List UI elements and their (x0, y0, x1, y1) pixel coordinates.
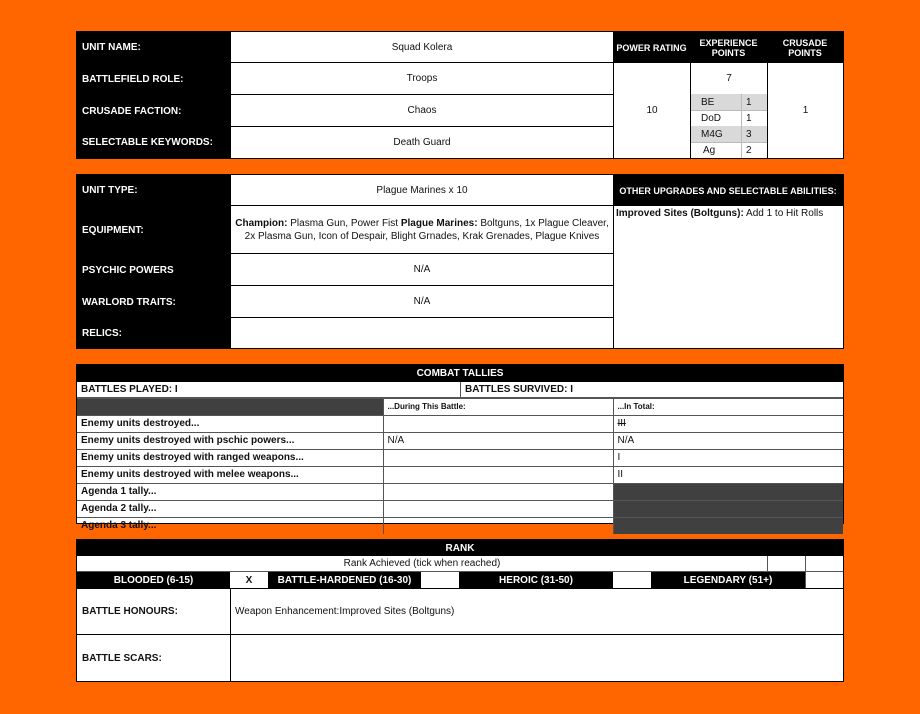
table-row (77, 433, 843, 450)
selectable-keywords-label: SELECTABLE KEYWORDS: (77, 127, 230, 158)
xp-value: 3 (746, 128, 752, 140)
tally-total (613, 518, 843, 535)
upgrades-value[interactable] (613, 206, 843, 348)
tally-total[interactable]: II (613, 467, 843, 484)
crusade-faction-label: CRUSADE FACTION: (77, 95, 230, 127)
tally-total (613, 484, 843, 501)
table-row (77, 518, 843, 535)
psychic-powers-value[interactable]: N/A (230, 254, 613, 286)
battlefield-role-label: BATTLEFIELD ROLE: (77, 63, 230, 95)
champion-label: Champion: (235, 217, 288, 229)
xp-value: 2 (746, 145, 752, 156)
rank-section (76, 539, 844, 682)
battle-honours-label: BATTLE HONOURS: (77, 588, 230, 635)
table-row (77, 467, 843, 484)
xp-breakdown (690, 94, 767, 158)
experience-total-value[interactable]: 7 (690, 63, 767, 94)
xp-row (691, 142, 767, 158)
tally-during[interactable] (383, 501, 613, 518)
plague-marines-gear: Boltguns, 1x Plague Cleaver, (477, 217, 609, 229)
table-row (77, 450, 843, 467)
upgrade-name: Improved Sites (Boltguns): (616, 208, 744, 219)
col-during-header: ...During This Battle: (383, 399, 613, 416)
combat-tallies-header: COMBAT TALLIES (77, 365, 843, 382)
warlord-traits-value[interactable]: N/A (230, 286, 613, 318)
tally-label: Agenda 1 tally... (77, 484, 383, 501)
battles-played[interactable]: BATTLES PLAYED: I (77, 382, 460, 398)
rank-heroic-tick[interactable] (613, 572, 651, 588)
crusade-label-line1: CRUSADE (782, 37, 828, 48)
unit-name-label: UNIT NAME: (77, 32, 230, 63)
equipment-line2: 2x Plasma Gun, Icon of Despair, Blight Grnades, Krak Grenades, Plague Knives (244, 230, 600, 242)
tally-label: Agenda 2 tally... (77, 501, 383, 518)
power-rating-value[interactable]: 10 (613, 63, 690, 158)
battlefield-role-value[interactable]: Troops (230, 63, 613, 95)
experience-points-label (690, 32, 767, 63)
xp-code: BE (701, 96, 715, 108)
xp-value: 1 (746, 113, 752, 124)
tally-label: Enemy units destroyed... (77, 416, 383, 433)
battle-scars-value[interactable] (230, 635, 843, 681)
selectable-keywords-value[interactable]: Death Guard (230, 127, 613, 158)
xp-row (691, 126, 767, 142)
rank-achieved-box[interactable] (805, 556, 843, 572)
warlord-traits-label: WARLORD TRAITS: (77, 286, 230, 318)
table-row (77, 484, 843, 501)
tally-during[interactable]: N/A (383, 433, 613, 450)
unit-details-section (76, 174, 844, 349)
rank-battle-hardened: BATTLE-HARDENED (16-30) (268, 572, 421, 588)
tally-total[interactable]: III (613, 416, 843, 433)
battle-scars-label: BATTLE SCARS: (82, 652, 162, 664)
battles-survived[interactable]: BATTLES SURVIVED: I (460, 382, 843, 398)
tally-total[interactable]: I (613, 450, 843, 467)
tallies-header-row (77, 399, 843, 416)
tally-during[interactable] (383, 518, 613, 535)
rank-legendary-tick[interactable] (805, 572, 843, 588)
crusade-points-label (767, 32, 843, 63)
xp-code: Ag (703, 145, 716, 156)
xp-code: DoD (701, 113, 722, 124)
rank-achieved-label: Rank Achieved (tick when reached) (77, 556, 767, 572)
table-row (77, 416, 843, 433)
equipment-value[interactable] (230, 206, 613, 254)
tally-during[interactable] (383, 467, 613, 484)
power-rating-label: POWER RATING (613, 32, 690, 63)
xp-row (691, 110, 767, 126)
tally-label: Enemy units destroyed with melee weapons... (77, 467, 383, 484)
tallies-corner (77, 399, 383, 416)
tally-total[interactable]: N/A (613, 433, 843, 450)
tally-label: Agenda 3 tally... (77, 518, 383, 535)
relics-label: RELICS: (77, 318, 230, 348)
xp-value: 1 (746, 96, 752, 108)
upgrade-effect: Add 1 to Hit Rolls (743, 208, 824, 219)
tallies-table (77, 398, 843, 534)
xp-label-line1: EXPERIENCE (699, 37, 758, 48)
xp-label-line2: POINTS (711, 47, 746, 58)
xp-code: M4G (701, 128, 723, 140)
rank-heroic: HEROIC (31-50) (459, 572, 613, 588)
plague-marines-label: Plague Marines: (400, 217, 478, 229)
upgrades-header: OTHER UPGRADES AND SELECTABLE ABILITIES: (613, 175, 843, 206)
rank-blooded-tick[interactable]: X (230, 572, 268, 588)
equipment-line1 (235, 217, 609, 230)
unit-type-value[interactable]: Plague Marines x 10 (230, 175, 613, 206)
table-row (77, 501, 843, 518)
tally-during[interactable] (383, 484, 613, 501)
rank-battle-hardened-tick[interactable] (421, 572, 459, 588)
tally-during[interactable] (383, 450, 613, 467)
equipment-label: EQUIPMENT: (77, 206, 230, 254)
crusade-label-line2: POINTS (788, 47, 822, 58)
tally-total (613, 501, 843, 518)
tally-label: Enemy units destroyed with ranged weapons... (77, 450, 383, 467)
xp-col-divider (741, 94, 742, 158)
tally-during[interactable] (383, 416, 613, 433)
unit-type-label: UNIT TYPE: (77, 175, 230, 206)
rank-blooded: BLOODED (6-15) (77, 572, 230, 588)
relics-value[interactable] (230, 318, 613, 348)
col-total-header: ...In Total: (613, 399, 843, 416)
unit-info-section (76, 31, 844, 159)
tally-label: Enemy units destroyed with pschic powers... (77, 433, 383, 450)
combat-tallies-section (76, 364, 844, 531)
unit-name-value[interactable]: Squad Kolera (230, 32, 613, 63)
crusade-points-value[interactable]: 1 (767, 63, 843, 158)
rank-achieved-box[interactable] (767, 556, 805, 572)
crusade-faction-value[interactable]: Chaos (230, 95, 613, 127)
champion-gear: Plasma Gun, Power Fist (287, 217, 401, 229)
rank-header: RANK (77, 540, 843, 556)
battle-honours-value[interactable]: Weapon Enhancement:Improved Sites (Boltguns) (230, 588, 843, 635)
xp-row (691, 94, 767, 110)
psychic-powers-label: PSYCHIC POWERS (77, 254, 230, 286)
rank-legendary: LEGENDARY (51+) (651, 572, 805, 588)
